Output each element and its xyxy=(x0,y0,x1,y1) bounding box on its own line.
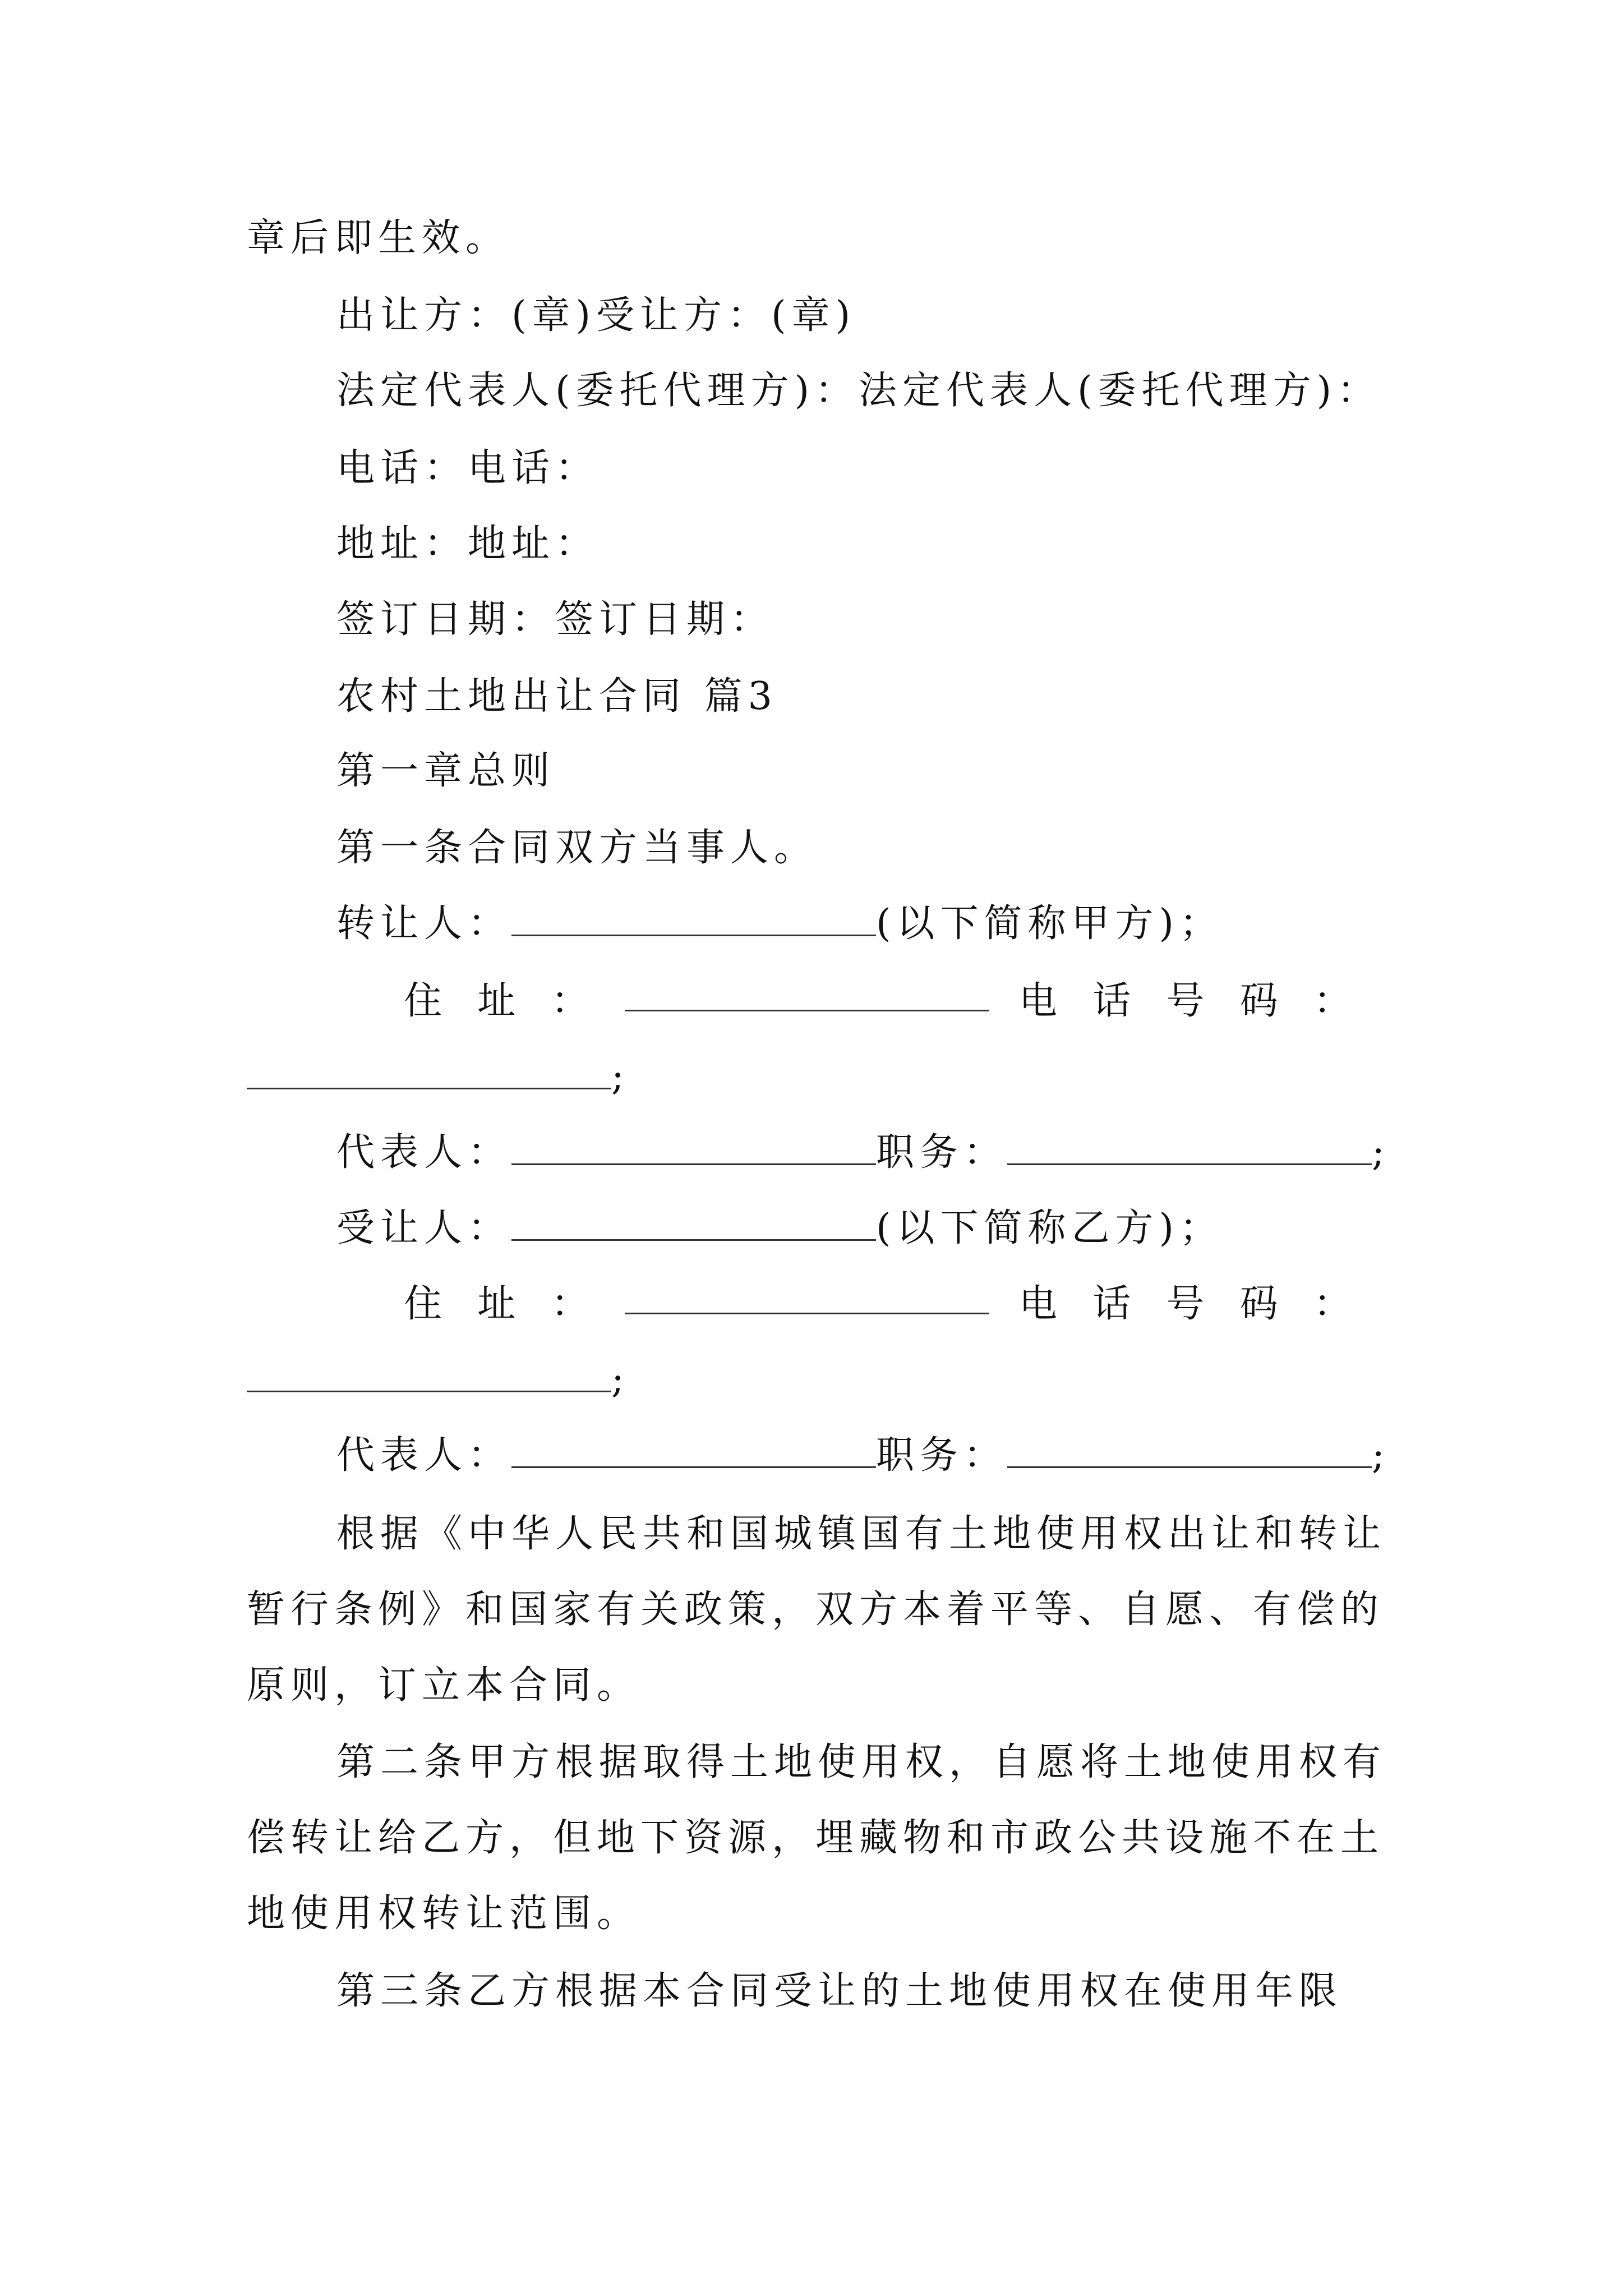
section-heading: 农村土地出让合同 篇3 xyxy=(336,674,778,719)
char: ： xyxy=(551,979,595,1023)
address-blank[interactable] xyxy=(625,1279,989,1314)
field-suffix: ; xyxy=(1372,1130,1390,1175)
field-suffix: (以下简称乙方)； xyxy=(876,1206,1224,1250)
phone-blank[interactable] xyxy=(247,1357,611,1392)
transferor-line xyxy=(336,899,1223,949)
field-suffix: ; xyxy=(1372,1433,1390,1478)
paragraph-line: 第三条乙方根据本合同受让的土地使用权在使用年限 xyxy=(336,1969,1343,2013)
char: 址 xyxy=(477,979,522,1023)
char: 话 xyxy=(1092,1282,1137,1326)
field-label: 受让人： xyxy=(336,1206,512,1250)
char: 码 xyxy=(1239,979,1284,1023)
char: 住 xyxy=(404,979,448,1023)
field-suffix: ; xyxy=(611,1358,630,1402)
char: ： xyxy=(1313,1282,1357,1326)
char: 电 xyxy=(1018,1282,1063,1326)
char: 电 xyxy=(1018,979,1063,1023)
text-line: 电话：电话： xyxy=(336,446,600,490)
char: 址 xyxy=(477,1282,522,1326)
field-label: 职务： xyxy=(876,1433,1008,1478)
transferor-blank[interactable] xyxy=(511,901,876,936)
char: ： xyxy=(551,1282,595,1326)
position-blank[interactable] xyxy=(1007,1433,1372,1468)
representative-blank[interactable] xyxy=(511,1130,876,1165)
paragraph-line: 第二条甲方根据取得土地使用权，自愿将土地使用权有 xyxy=(336,1740,1387,1784)
phone-continuation xyxy=(247,1052,630,1102)
text-line: 第一条合同双方当事人。 xyxy=(336,826,818,870)
text-line: 出让方：(章)受让方：(章) xyxy=(336,293,856,338)
paragraph-line: 根据《中华人民共和国城镇国有土地使用权出让和转让 xyxy=(336,1512,1387,1556)
representative-blank[interactable] xyxy=(511,1433,876,1468)
representative-line xyxy=(336,1128,1390,1178)
paragraph-line: 暂行条例》和国家有关政策，双方本着平等、自愿、有偿的 xyxy=(247,1588,1385,1632)
text-line: 法定代表人(委托代理方)：法定代表人(委托代理方)： xyxy=(336,369,1381,413)
position-blank[interactable] xyxy=(1007,1130,1372,1165)
address-phone-line xyxy=(404,1279,1357,1329)
phone-continuation xyxy=(247,1355,630,1405)
text-line: 地址：地址： xyxy=(336,522,600,566)
char: 码 xyxy=(1239,1282,1284,1326)
field-label: 职务： xyxy=(876,1130,1008,1175)
paragraph-line: 原则，订立本合同。 xyxy=(247,1663,641,1708)
paragraph-line: 偿转让给乙方，但地下资源，埋藏物和市政公共设施不在土 xyxy=(247,1816,1385,1860)
text-line: 章后即生效。 xyxy=(247,216,510,260)
char: 住 xyxy=(404,1282,448,1326)
char: 号 xyxy=(1166,1282,1210,1326)
address-blank[interactable] xyxy=(625,976,989,1011)
chapter-heading: 第一章总则 xyxy=(336,749,556,793)
field-suffix: (以下简称甲方)； xyxy=(876,901,1224,946)
transferee-line xyxy=(336,1203,1223,1254)
phone-blank[interactable] xyxy=(247,1054,611,1089)
address-phone-line xyxy=(404,976,1357,1027)
field-label: 转让人： xyxy=(336,901,512,946)
field-label: 代表人： xyxy=(336,1130,512,1175)
transferee-blank[interactable] xyxy=(511,1205,876,1241)
char: 号 xyxy=(1166,979,1210,1023)
char: ： xyxy=(1313,979,1357,1023)
char: 话 xyxy=(1092,979,1137,1023)
text-line: 签订日期：签订日期： xyxy=(336,597,774,642)
field-label: 代表人： xyxy=(336,1433,512,1478)
paragraph-line: 地使用权转让范围。 xyxy=(247,1892,641,1936)
representative-line xyxy=(336,1430,1390,1481)
field-suffix: ; xyxy=(611,1055,630,1099)
